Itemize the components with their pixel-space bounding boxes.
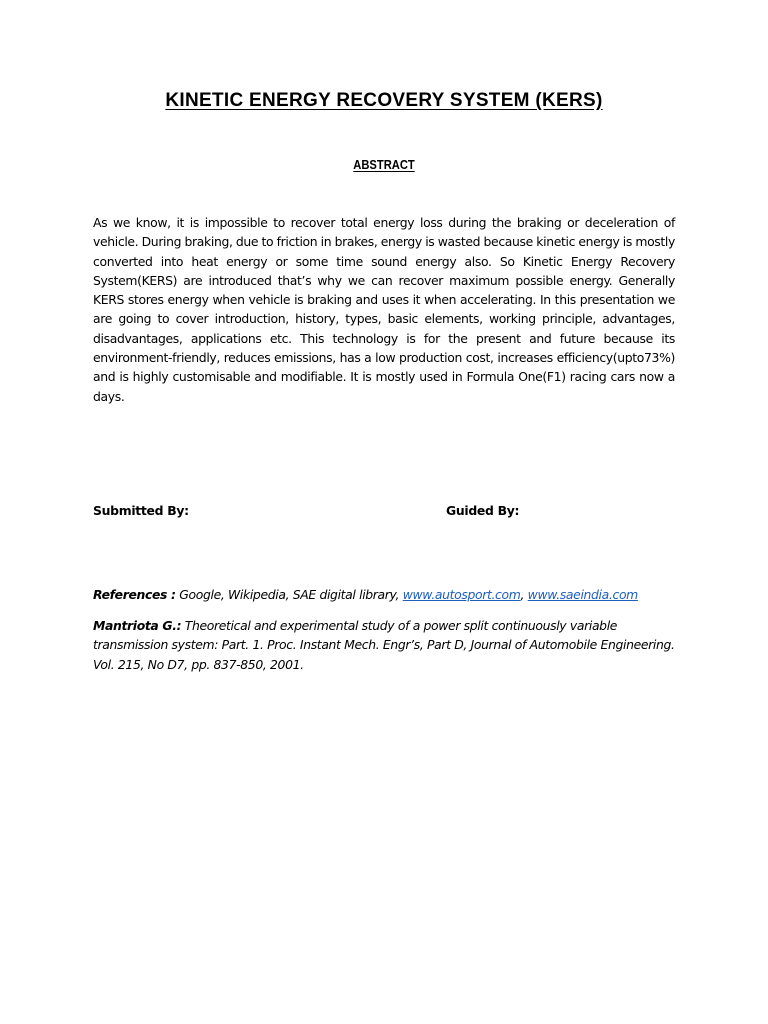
submitted-by-label: Submitted By: (93, 503, 189, 518)
saeindia-link[interactable]: www.saeindia.com (527, 587, 638, 602)
document-title-text: KINETIC ENERGY RECOVERY SYSTEM (KERS) (165, 90, 603, 111)
abstract-heading (54, 157, 714, 172)
document-title (0, 90, 768, 112)
references-label: References : (93, 587, 176, 602)
references-separator: , (520, 587, 528, 602)
citation-author: Mantriota G.: (93, 618, 182, 633)
guided-by-label: Guided By: (446, 503, 520, 518)
references-line (93, 587, 693, 602)
abstract-paragraph: As we know, it is impossible to recover total energy loss during the braking or deceleration of vehicle. During braking, due to friction in brakes, energy is wasted because kinetic energy is mostly converted into heat energy or some time sound energy also. So Kinetic Energy Recovery System(KERS) are introduced that’s why we can recover maximum possible energy. Generally KERS stores energy when vehicle is braking and uses it when accelerating. In this presentation we are going to cover introduction, history, types, basic elements, working principle, advantages, disadvantages, applications etc. This technology is for the present and future because its environment-friendly, reduces emissions, has a low production cost, increases efficiency(upto73%) and is highly customisable and modifiable. It is mostly used in Formula One(F1) racing cars now a days. (93, 215, 675, 404)
autosport-link[interactable]: www.autosport.com (402, 587, 521, 602)
citation-text: Theoretical and experimental study of a power split continuously variable transmission system: Part. 1. Proc. Instant Mech. Engr’s, Part D, Journal of Automobile Engineering. Vol. 215, No D7, pp. 837-850, 2001. (93, 618, 675, 672)
abstract-heading-text: ABSTRACT (353, 157, 415, 172)
citation-paragraph (93, 616, 683, 674)
references-text: Google, Wikipedia, SAE digital library, (175, 587, 403, 602)
